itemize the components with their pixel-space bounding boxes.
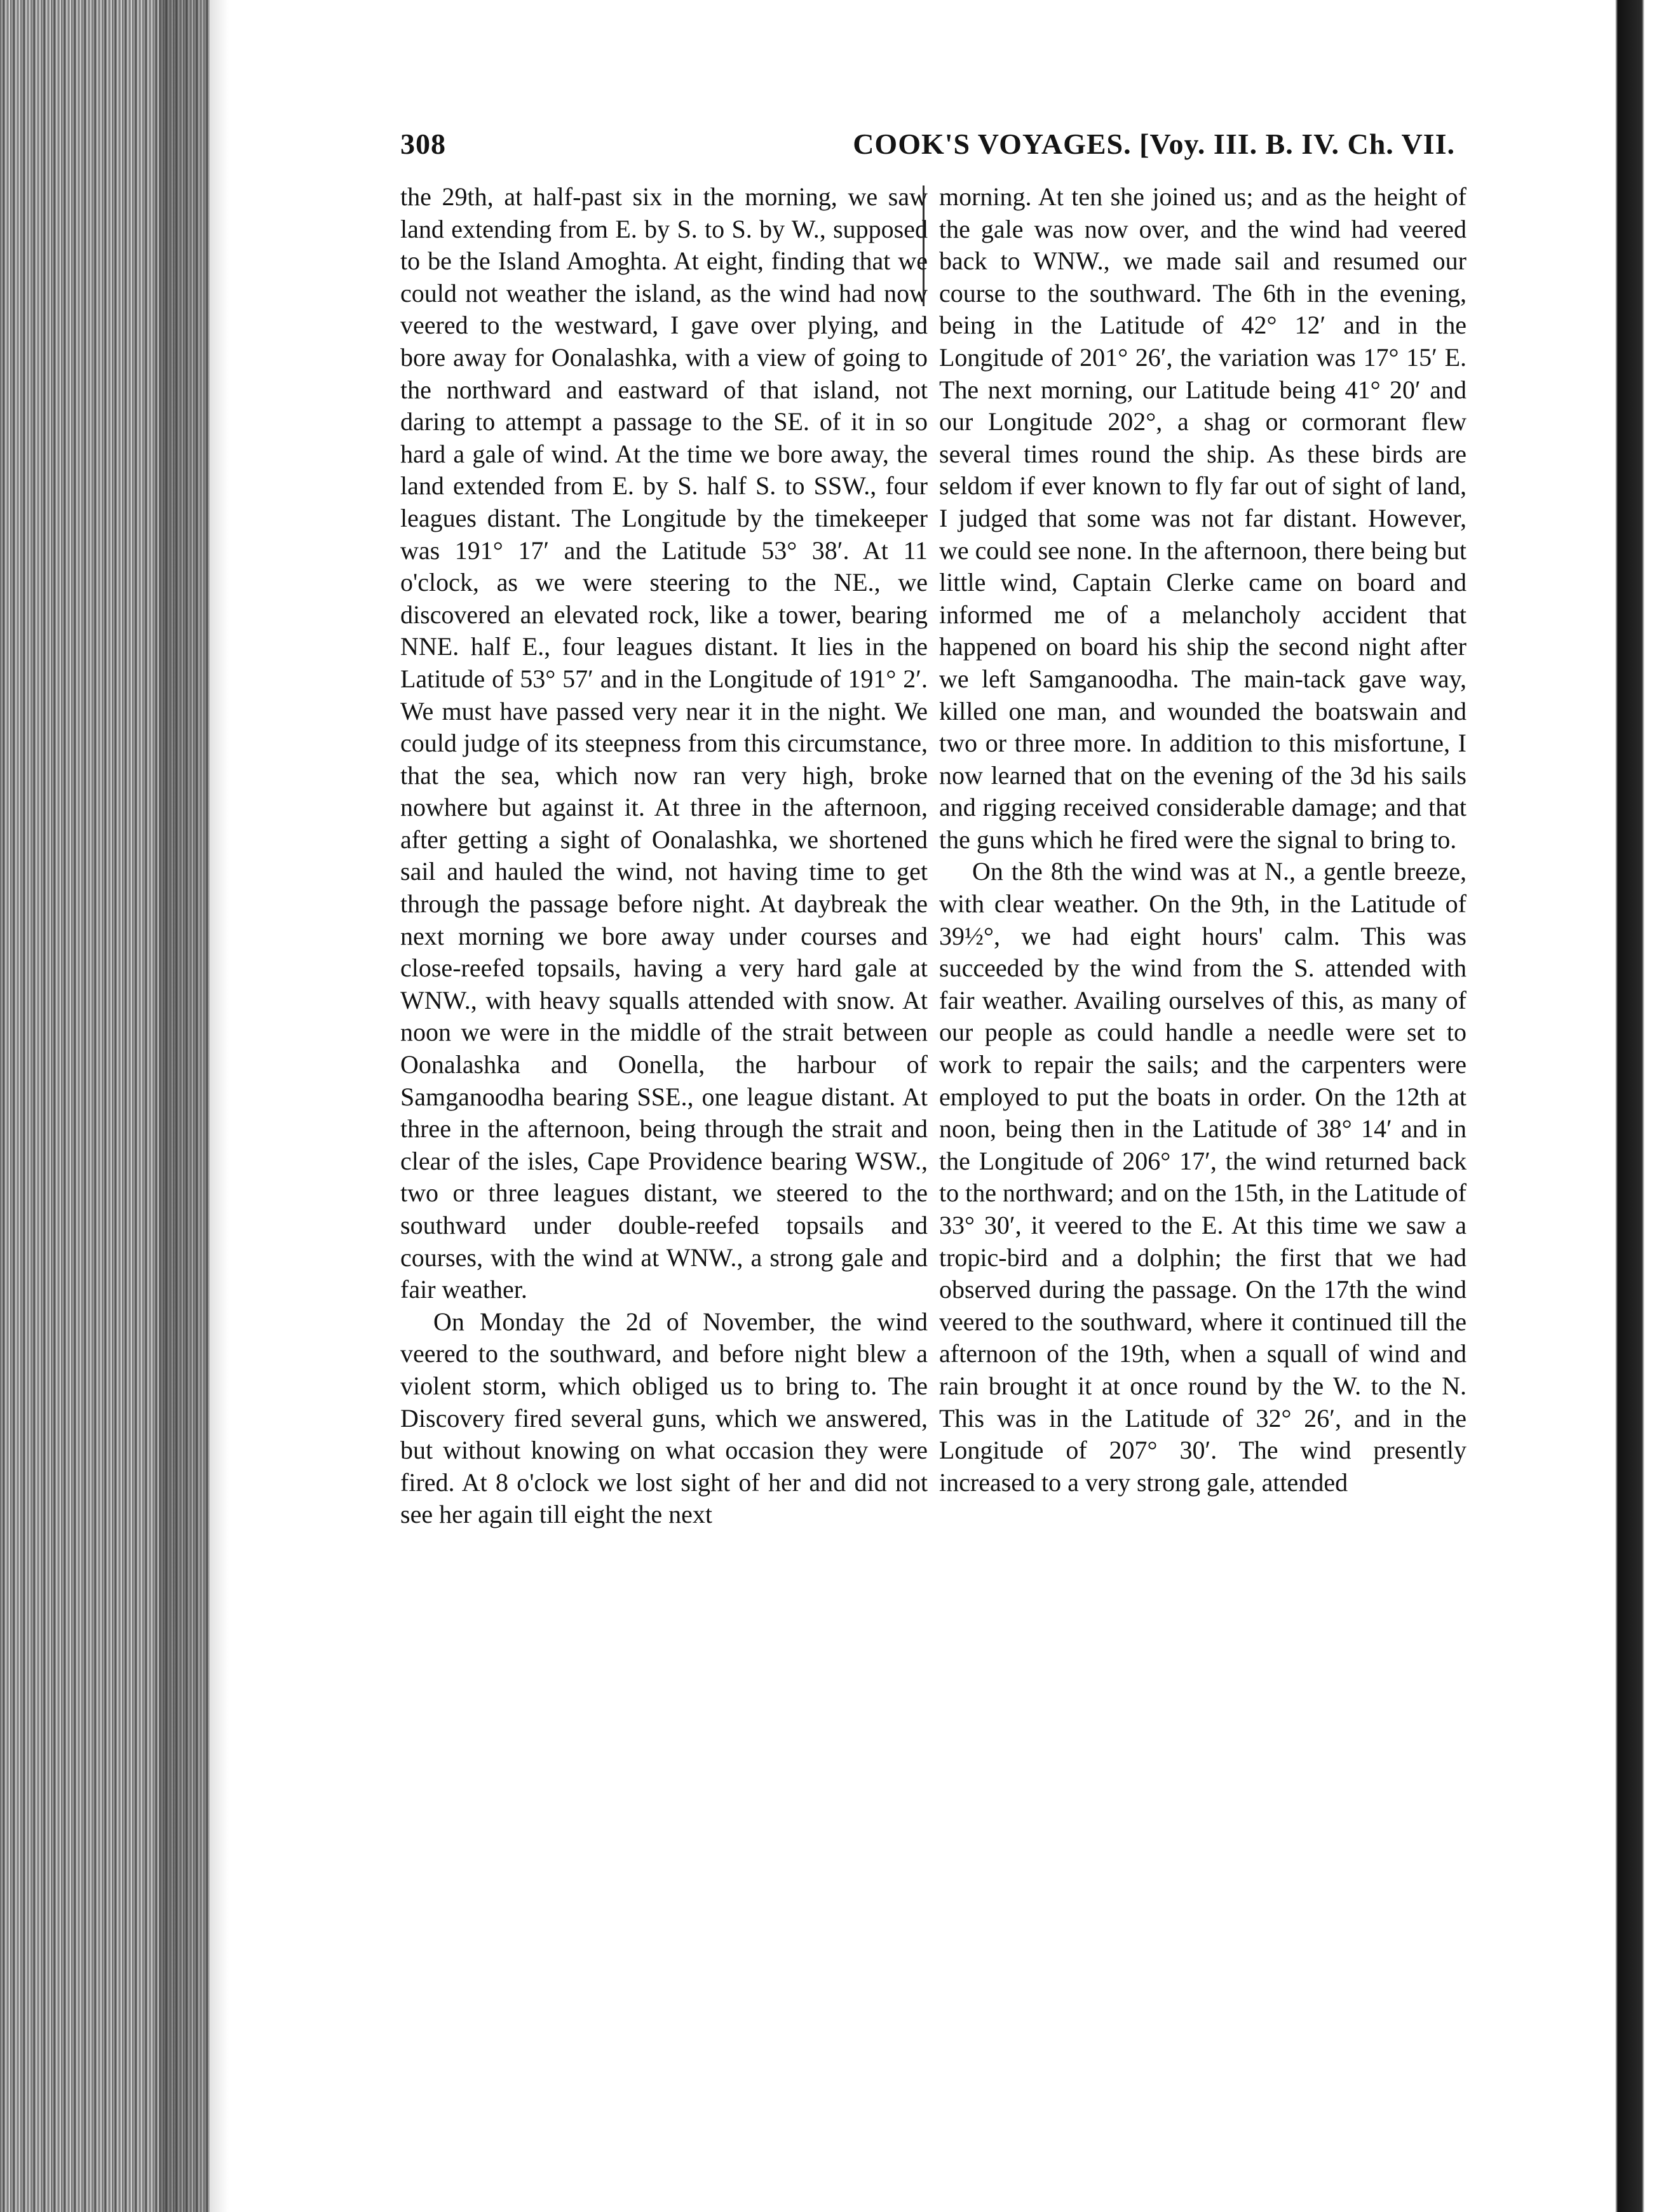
page-number: 308	[400, 128, 446, 160]
paragraph: the 29th, at half-past six in the morning, we saw land extending from E. by S. to S. by W., supposed to be the Island Amoghta. At eight, finding that we could not weather the island, as the wind had now veered to the westward, I gave over plying, and bore away for Oonalashka, with a view of going to the northward and eastward of that island, not daring to attempt a passage to the SE. of it in so hard a gale of wind. At the time we bore away, the land extended from E. by S. half S. to SSW., four leagues distant. The Longitude by the timekeeper was 191° 17′ and the Latitude 53° 38′. At 11 o'clock, as we were steering to the NE., we discovered an elevated rock, like a tower, bearing NNE. half E., four leagues distant. It lies in the Latitude of 53° 57′ and in the Longitude of 191° 2′. We must have passed very near it in the night. We could judge of its steepness from this circumstance, that the sea, which now ran very high, broke nowhere but against it. At three in the afternoon, after getting a sight of Oonalashka, we shortened sail and hauled the wind, not having time to get through the passage before night. At daybreak the next morning we bore away under courses and close-reefed topsails, having a very hard gale at WNW., with heavy squalls attended with snow. At noon we were in the middle of the strait between Oonalashka and Oonella, the harbour of Samganoodha bearing SSE., one league distant. At three in the afternoon, being through the strait and clear of the isles, Cape Providence bearing WSW., two or three leagues distant, we steered to the southward under double-reefed topsails and courses, with the wind at WNW., a strong gale and fair weather.	[400, 182, 928, 1304]
paragraph: On Monday the 2d of November, the wind veered to the southward, and before night blew a violent storm, which obliged us to bring to. The Discovery fired several guns, which we answered, but without knowing on what occasion they were fired. At 8 o'clock we lost sight of her and did not see her again till eight the next	[400, 1307, 928, 1529]
running-title: COOK'S VOYAGES. [Voy. III. B. IV. Ch. VII.	[853, 128, 1455, 160]
book-page-edge-right	[1604, 0, 1680, 2212]
text-column-right	[939, 181, 1467, 1499]
gutter-shadow	[159, 0, 229, 2212]
text-column-left	[400, 181, 928, 1531]
running-header	[400, 127, 1455, 172]
paragraph: morning. At ten she joined us; and as the height of the gale was now over, and the wind had veered back to WNW., we made sail and resumed our course to the southward. The 6th in the evening, being in the Latitude of 42° 12′ and in the Longitude of 201° 26′, the variation was 17° 15′ E. The next morning, our Latitude being 41° 20′ and our Longitude 202°, a shag or cormorant flew several times round the ship. As these birds are seldom if ever known to fly far out of sight of land, I judged that some was not far distant. However, we could see none. In the afternoon, there being but little wind, Captain Clerke came on board and informed me of a melancholy accident that happened on board his ship the second night after we left Samganoodha. The main-tack gave way, killed one man, and wounded the boatswain and two or three more. In addition to this misfortune, I now learned that on the evening of the 3d his sails and rigging received considerable damage; and that the guns which he fired were the signal to bring to.	[939, 182, 1467, 854]
paragraph: On the 8th the wind was at N., a gentle breeze, with clear weather. On the 9th, in the Latitude of 39½°, we had eight hours' calm. This was succeeded by the wind from the S. attended with fair weather. Availing ourselves of this, as many of our people as could handle a needle were set to work to repair the sails; and the carpenters were employed to put the boats in order. On the 12th at noon, being then in the Latitude of 38° 14′ and in the Longitude of 206° 17′, the wind returned back to the northward; and on the 15th, in the Latitude of 33° 30′, it veered to the E. At this time we saw a tropic-bird and a dolphin; the first that we had observed during the passage. On the 17th the wind veered to the southward, where it continued till the afternoon of the 19th, when a squall of wind and rain brought it at once round by the W. to the N. This was in the Latitude of 32° 26′, and in the Longitude of 207° 30′. The wind presently increased to a very strong gale, attended	[939, 857, 1467, 1497]
